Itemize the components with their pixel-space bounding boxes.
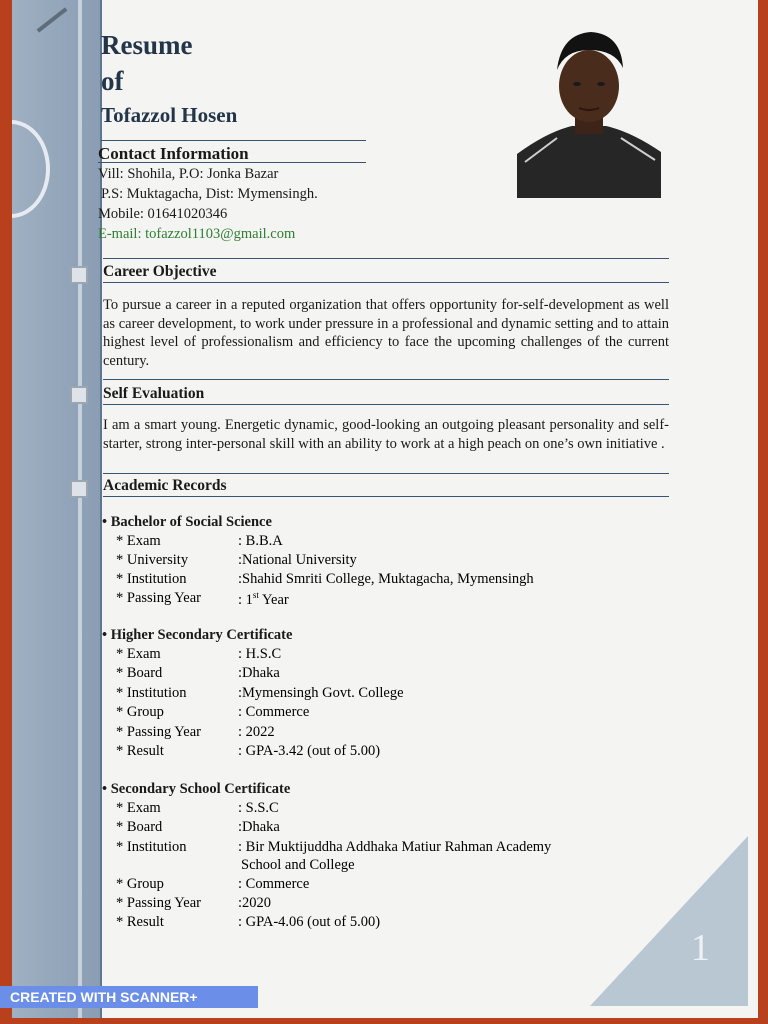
- scanner-watermark-badge: CREATED WITH SCANNER+: [0, 986, 258, 1008]
- career-objective-text: To pursue a career in a reputed organization that offers opportunity for-self-development as well as career development, to work under pressure in a professional and dynamic setting and to attain highest level of professionalism and efficiency to face the upcoming challenges of the current century.: [103, 297, 669, 369]
- academic-checkbox-decoration: [70, 480, 88, 498]
- record-key: * Passing Year: [116, 895, 201, 911]
- degree-title: • Secondary School Certificate: [102, 781, 291, 797]
- record-key: * Institution: [116, 571, 187, 587]
- contact-heading: Contact Information: [98, 144, 249, 163]
- record-value: : Commerce: [238, 876, 310, 892]
- record-key: * University: [116, 552, 189, 568]
- record-key: * Exam: [116, 646, 161, 662]
- record-key: * Result: [116, 914, 164, 930]
- person-photo-icon: [517, 26, 661, 198]
- record-value: : Bir Muktijuddha Addhaka Matiur Rahman Academy: [238, 839, 552, 855]
- degree-title: • Higher Secondary Certificate: [102, 627, 293, 643]
- record-key: * Institution: [116, 839, 187, 855]
- applicant-name: Tofazzol Hosen: [101, 103, 238, 127]
- record-value: : 1st Year: [238, 590, 289, 608]
- record-value: : S.S.C: [238, 800, 279, 816]
- record-key: * Result: [116, 743, 164, 759]
- academic-rule-top: [103, 473, 669, 474]
- record-value: : GPA-4.06 (out of 5.00): [238, 914, 381, 930]
- academic-rule-bottom: [103, 496, 669, 497]
- address-line-1: Vill: Shohila, P.O: Jonka Bazar: [98, 166, 279, 182]
- record-value: :Shahid Smriti College, Muktagacha, Mymensingh: [238, 571, 534, 587]
- profile-photo: [517, 26, 661, 198]
- corner-triangle-decoration: [590, 836, 748, 1006]
- record-key: * Group: [116, 876, 164, 892]
- record-key: * Board: [116, 819, 163, 835]
- career-rule-top: [103, 258, 669, 259]
- name-rule: [101, 140, 366, 141]
- resume-page: [12, 0, 758, 1018]
- record-value: : B.B.A: [238, 533, 283, 549]
- record-key: * Group: [116, 704, 164, 720]
- career-rule-bottom: [103, 282, 669, 283]
- record-value: : 2022: [238, 724, 275, 740]
- record-key: * Board: [116, 665, 163, 681]
- record-value: : GPA-3.42 (out of 5.00): [238, 743, 381, 759]
- record-key: * Exam: [116, 533, 161, 549]
- self-rule-bottom: [103, 404, 669, 405]
- career-checkbox-decoration: [70, 266, 88, 284]
- self-evaluation-text: I am a smart young. Energetic dynamic, good-looking an outgoing pleasant personality and self-starter, strong inter-personal skill with an ability to work at a high peach on one’s own initiative .: [103, 417, 669, 452]
- record-key: * Passing Year: [116, 724, 201, 740]
- record-value: : Commerce: [238, 704, 310, 720]
- record-value: :Dhaka: [238, 665, 280, 681]
- record-key: * Passing Year: [116, 590, 201, 606]
- record-value: :2020: [238, 895, 272, 911]
- resume-title: Resume: [101, 30, 193, 60]
- strip-line: [78, 0, 82, 1018]
- career-heading: Career Objective: [103, 263, 217, 280]
- contact-rule: [98, 162, 366, 163]
- record-key: * Institution: [116, 685, 187, 701]
- record-value-continued: School and College: [241, 857, 355, 873]
- record-value: : H.S.C: [238, 646, 282, 662]
- email-address[interactable]: E-mail: tofazzol1103@gmail.com: [98, 226, 296, 242]
- address-line-2: P.S: Muktagacha, Dist: Mymensingh.: [101, 186, 318, 202]
- record-key: * Exam: [116, 800, 161, 816]
- self-checkbox-decoration: [70, 386, 88, 404]
- record-value: :Mymensingh Govt. College: [238, 685, 404, 701]
- self-evaluation-heading: Self Evaluation: [103, 385, 205, 402]
- page-number: 1: [691, 927, 710, 969]
- resume-title-of: of: [101, 66, 124, 96]
- record-value: :National University: [238, 552, 357, 568]
- self-rule-top: [103, 379, 669, 380]
- academic-heading: Academic Records: [103, 477, 227, 494]
- record-value: :Dhaka: [238, 819, 280, 835]
- degree-title: • Bachelor of Social Science: [102, 514, 272, 530]
- mobile-number: Mobile: 01641020346: [98, 206, 228, 222]
